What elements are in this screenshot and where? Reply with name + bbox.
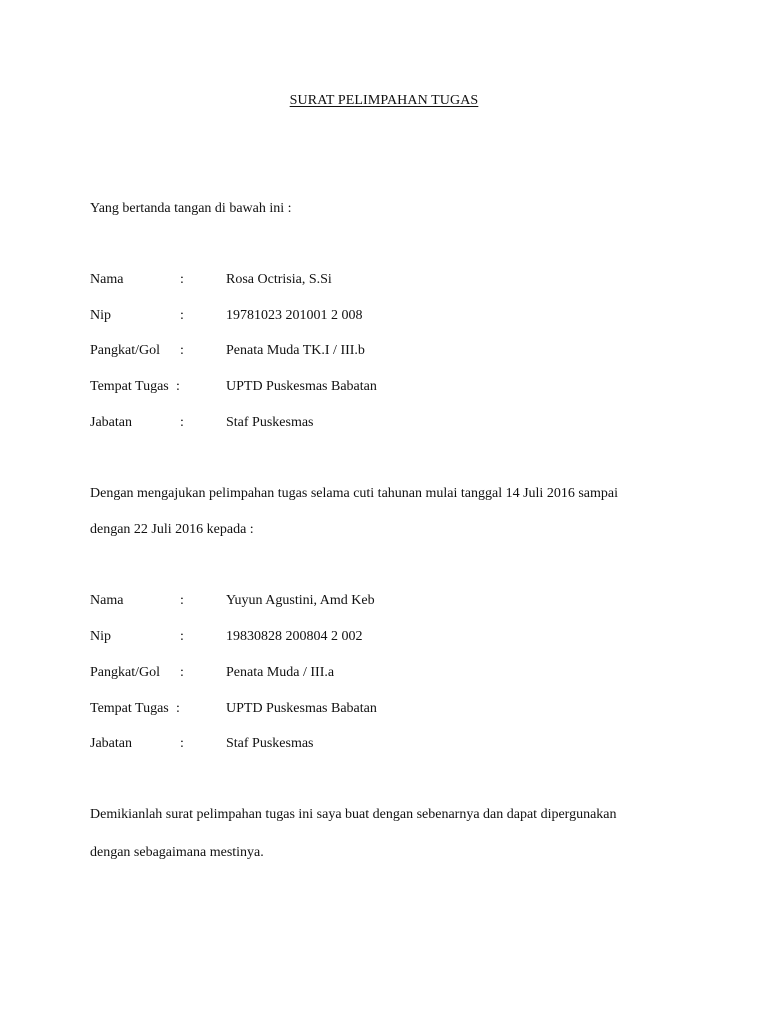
field-value: Rosa Octrisia, S.Si xyxy=(226,272,332,287)
second-person-nip-row xyxy=(0,629,768,649)
field-label: Tempat Tugas xyxy=(90,379,169,394)
field-label: Jabatan xyxy=(90,736,132,751)
first-person-workplace-row xyxy=(0,379,768,399)
field-colon: : xyxy=(176,379,180,394)
second-person-workplace-row xyxy=(0,701,768,721)
document-title: SURAT PELIMPAHAN TUGAS xyxy=(289,93,479,108)
closing-text-line-1: Demikianlah surat pelimpahan tugas ini saya buat dengan sebenarnya dan dapat dipergunakan xyxy=(90,807,617,822)
field-value: Staf Puskesmas xyxy=(226,736,314,751)
field-colon: : xyxy=(180,415,184,430)
first-person-rank-row xyxy=(0,343,768,363)
first-person-name-row xyxy=(0,272,768,292)
field-value: 19781023 201001 2 008 xyxy=(226,308,363,323)
field-value: UPTD Puskesmas Babatan xyxy=(226,379,377,394)
field-label: Nip xyxy=(90,629,111,644)
field-label: Pangkat/Gol xyxy=(90,665,160,680)
field-label: Pangkat/Gol xyxy=(90,343,160,358)
field-label: Tempat Tugas xyxy=(90,701,169,716)
field-value: Penata Muda TK.I / III.b xyxy=(226,343,365,358)
field-colon: : xyxy=(180,343,184,358)
field-colon: : xyxy=(180,308,184,323)
delegation-text-line-2: dengan 22 Juli 2016 kepada : xyxy=(90,522,254,537)
field-value: Yuyun Agustini, Amd Keb xyxy=(226,593,375,608)
field-value: 19830828 200804 2 002 xyxy=(226,629,363,644)
field-value: Penata Muda / III.a xyxy=(226,665,335,680)
second-person-position-row xyxy=(0,736,768,756)
intro-text: Yang bertanda tangan di bawah ini : xyxy=(90,201,292,216)
delegation-text-line-1: Dengan mengajukan pelimpahan tugas selama cuti tahunan mulai tanggal 14 Juli 2016 sampai xyxy=(90,486,618,501)
field-colon: : xyxy=(180,593,184,608)
second-person-rank-row xyxy=(0,665,768,685)
field-colon: : xyxy=(180,272,184,287)
closing-text-line-2: dengan sebagaimana mestinya. xyxy=(90,845,264,860)
field-label: Nip xyxy=(90,308,111,323)
field-label: Nama xyxy=(90,272,124,287)
field-label: Jabatan xyxy=(90,415,132,430)
first-person-position-row xyxy=(0,415,768,435)
field-value: Staf Puskesmas xyxy=(226,415,314,430)
second-person-name-row xyxy=(0,593,768,613)
field-colon: : xyxy=(180,629,184,644)
field-colon: : xyxy=(176,701,180,716)
field-label: Nama xyxy=(90,593,124,608)
first-person-nip-row xyxy=(0,308,768,328)
field-value: UPTD Puskesmas Babatan xyxy=(226,701,377,716)
field-colon: : xyxy=(180,736,184,751)
field-colon: : xyxy=(180,665,184,680)
